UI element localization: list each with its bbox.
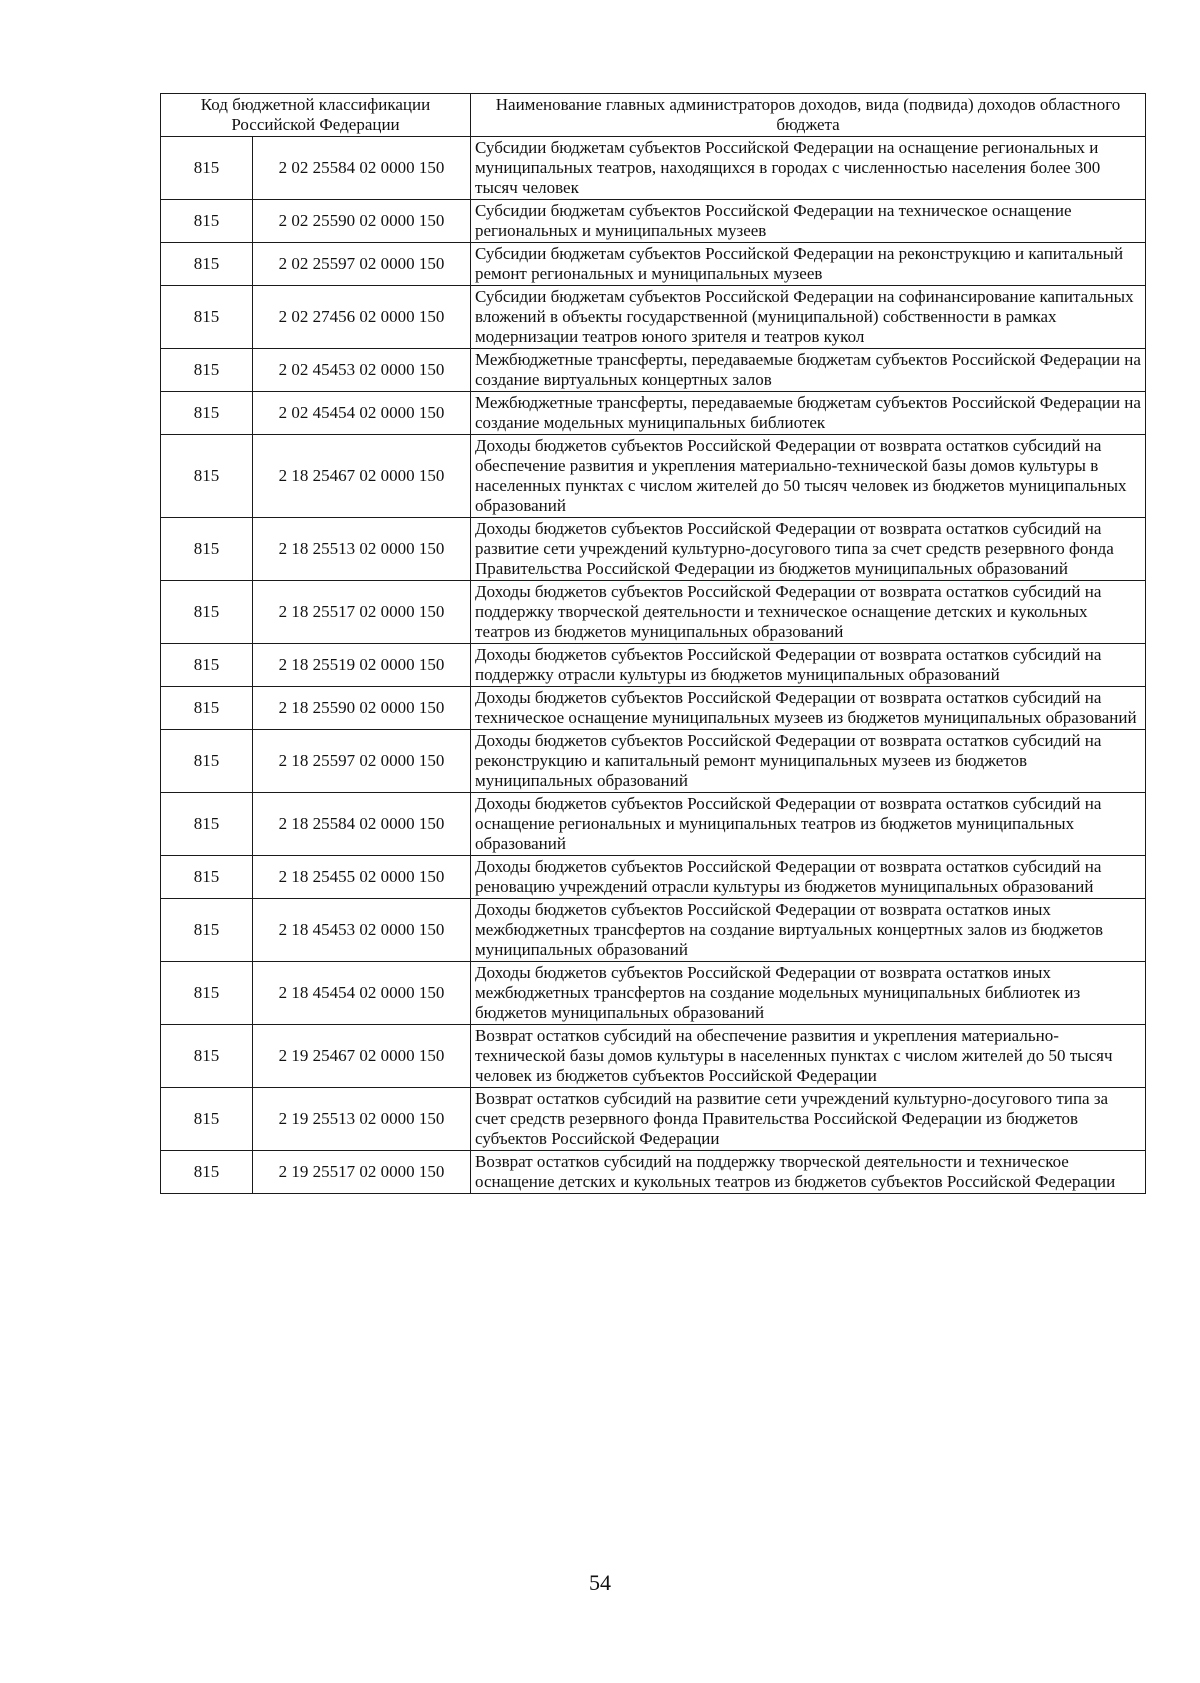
table-row	[161, 793, 1146, 856]
table-row	[161, 200, 1146, 243]
income-name-cell: Субсидии бюджетам субъектов Российской Федерации на оснащение региональных и муниципальных театров, находящихся в городах с численностью населения более 300 тысяч человек	[471, 137, 1146, 200]
table-row	[161, 435, 1146, 518]
income-name-cell: Доходы бюджетов субъектов Российской Федерации от возврата остатков иных межбюджетных трансфертов на создание виртуальных концертных залов из бюджетов муниципальных образований	[471, 899, 1146, 962]
page-number: 54	[589, 1570, 611, 1595]
table-row	[161, 137, 1146, 200]
table-row	[161, 1151, 1146, 1194]
table-row	[161, 856, 1146, 899]
income-name-cell: Субсидии бюджетам субъектов Российской Федерации на техническое оснащение региональных и муниципальных музеев	[471, 200, 1146, 243]
budget-code-cell: 2 02 25590 02 0000 150	[253, 200, 471, 243]
administrator-code-cell: 815	[161, 856, 253, 899]
budget-code-cell: 2 19 25517 02 0000 150	[253, 1151, 471, 1194]
administrator-code-cell: 815	[161, 286, 253, 349]
budget-code-cell: 2 18 45453 02 0000 150	[253, 899, 471, 962]
income-name-cell: Субсидии бюджетам субъектов Российской Федерации на реконструкцию и капитальный ремонт региональных и муниципальных музеев	[471, 243, 1146, 286]
administrator-code-cell: 815	[161, 644, 253, 687]
administrator-code-cell: 815	[161, 137, 253, 200]
administrator-code-cell: 815	[161, 518, 253, 581]
administrator-code-cell: 815	[161, 793, 253, 856]
table-row	[161, 349, 1146, 392]
budget-code-cell: 2 02 45454 02 0000 150	[253, 392, 471, 435]
administrator-code-cell: 815	[161, 899, 253, 962]
table-body	[161, 137, 1146, 1194]
budget-code-cell: 2 02 27456 02 0000 150	[253, 286, 471, 349]
income-name-cell: Доходы бюджетов субъектов Российской Федерации от возврата остатков субсидий на развитие сети учреждений культурно-досугового типа за счет средств резервного фонда Правительства Российской Федерации из бюджетов муниципальных образований	[471, 518, 1146, 581]
budget-code-cell: 2 18 45454 02 0000 150	[253, 962, 471, 1025]
administrator-code-cell: 815	[161, 1025, 253, 1088]
income-name-cell: Возврат остатков субсидий на обеспечение развития и укрепления материально-технической базы домов культуры в населенных пунктах с числом жителей до 50 тысяч человек из бюджетов субъектов Российской Федерации	[471, 1025, 1146, 1088]
table-row	[161, 687, 1146, 730]
income-name-cell: Межбюджетные трансферты, передаваемые бюджетам субъектов Российской Федерации на создание виртуальных концертных залов	[471, 349, 1146, 392]
administrator-code-cell: 815	[161, 392, 253, 435]
budget-code-cell: 2 02 25597 02 0000 150	[253, 243, 471, 286]
table-row	[161, 644, 1146, 687]
header-administrator-name: Наименование главных администраторов доходов, вида (подвида) доходов областного бюджета	[471, 94, 1146, 137]
income-name-cell: Возврат остатков субсидий на развитие сети учреждений культурно-досугового типа за счет средств резервного фонда Правительства Российской Федерации из бюджетов субъектов Российской Федерации	[471, 1088, 1146, 1151]
budget-classification-table	[160, 93, 1146, 1194]
table-row	[161, 243, 1146, 286]
budget-code-cell: 2 18 25584 02 0000 150	[253, 793, 471, 856]
administrator-code-cell: 815	[161, 962, 253, 1025]
budget-code-cell: 2 18 25597 02 0000 150	[253, 730, 471, 793]
administrator-code-cell: 815	[161, 687, 253, 730]
administrator-code-cell: 815	[161, 581, 253, 644]
table-row	[161, 730, 1146, 793]
administrator-code-cell: 815	[161, 730, 253, 793]
income-name-cell: Доходы бюджетов субъектов Российской Федерации от возврата остатков субсидий на реконструкцию и капитальный ремонт муниципальных музеев из бюджетов муниципальных образований	[471, 730, 1146, 793]
income-name-cell: Возврат остатков субсидий на поддержку творческой деятельности и техническое оснащение детских и кукольных театров из бюджетов субъектов Российской Федерации	[471, 1151, 1146, 1194]
administrator-code-cell: 815	[161, 1088, 253, 1151]
table-row	[161, 1088, 1146, 1151]
income-name-cell: Доходы бюджетов субъектов Российской Федерации от возврата остатков субсидий на техническое оснащение муниципальных музеев из бюджетов муниципальных образований	[471, 687, 1146, 730]
table-header-row	[161, 94, 1146, 137]
table-row	[161, 518, 1146, 581]
table-header	[161, 94, 1146, 137]
budget-code-cell: 2 18 25467 02 0000 150	[253, 435, 471, 518]
income-name-cell: Доходы бюджетов субъектов Российской Федерации от возврата остатков субсидий на реновацию учреждений отрасли культуры из бюджетов муниципальных образований	[471, 856, 1146, 899]
table-row	[161, 392, 1146, 435]
budget-code-cell: 2 02 25584 02 0000 150	[253, 137, 471, 200]
income-name-cell: Субсидии бюджетам субъектов Российской Федерации на софинансирование капитальных вложений в объекты государственной (муниципальной) собственности в рамках модернизации театров юного зрителя и театров кукол	[471, 286, 1146, 349]
header-code-classification: Код бюджетной классификации Российской Федерации	[161, 94, 471, 137]
table-row	[161, 286, 1146, 349]
budget-code-cell: 2 19 25467 02 0000 150	[253, 1025, 471, 1088]
income-name-cell: Доходы бюджетов субъектов Российской Федерации от возврата остатков субсидий на поддержку творческой деятельности и техническое оснащение детских и кукольных театров из бюджетов муниципальных образований	[471, 581, 1146, 644]
budget-code-cell: 2 19 25513 02 0000 150	[253, 1088, 471, 1151]
income-name-cell: Доходы бюджетов субъектов Российской Федерации от возврата остатков иных межбюджетных трансфертов на создание модельных муниципальных библиотек из бюджетов муниципальных образований	[471, 962, 1146, 1025]
budget-code-cell: 2 18 25455 02 0000 150	[253, 856, 471, 899]
budget-code-cell: 2 02 45453 02 0000 150	[253, 349, 471, 392]
administrator-code-cell: 815	[161, 349, 253, 392]
administrator-code-cell: 815	[161, 435, 253, 518]
budget-code-cell: 2 18 25517 02 0000 150	[253, 581, 471, 644]
table-row	[161, 1025, 1146, 1088]
table-row	[161, 581, 1146, 644]
table-row	[161, 962, 1146, 1025]
budget-code-cell: 2 18 25513 02 0000 150	[253, 518, 471, 581]
administrator-code-cell: 815	[161, 200, 253, 243]
budget-code-cell: 2 18 25590 02 0000 150	[253, 687, 471, 730]
income-name-cell: Межбюджетные трансферты, передаваемые бюджетам субъектов Российской Федерации на создание модельных муниципальных библиотек	[471, 392, 1146, 435]
income-name-cell: Доходы бюджетов субъектов Российской Федерации от возврата остатков субсидий на обеспечение развития и укрепления материально-технической базы домов культуры в населенных пунктах с числом жителей до 50 тысяч человек из бюджетов муниципальных образований	[471, 435, 1146, 518]
table-row	[161, 899, 1146, 962]
budget-code-cell: 2 18 25519 02 0000 150	[253, 644, 471, 687]
income-name-cell: Доходы бюджетов субъектов Российской Федерации от возврата остатков субсидий на оснащение региональных и муниципальных театров из бюджетов муниципальных образований	[471, 793, 1146, 856]
administrator-code-cell: 815	[161, 243, 253, 286]
income-name-cell: Доходы бюджетов субъектов Российской Федерации от возврата остатков субсидий на поддержку отрасли культуры из бюджетов муниципальных образований	[471, 644, 1146, 687]
administrator-code-cell: 815	[161, 1151, 253, 1194]
